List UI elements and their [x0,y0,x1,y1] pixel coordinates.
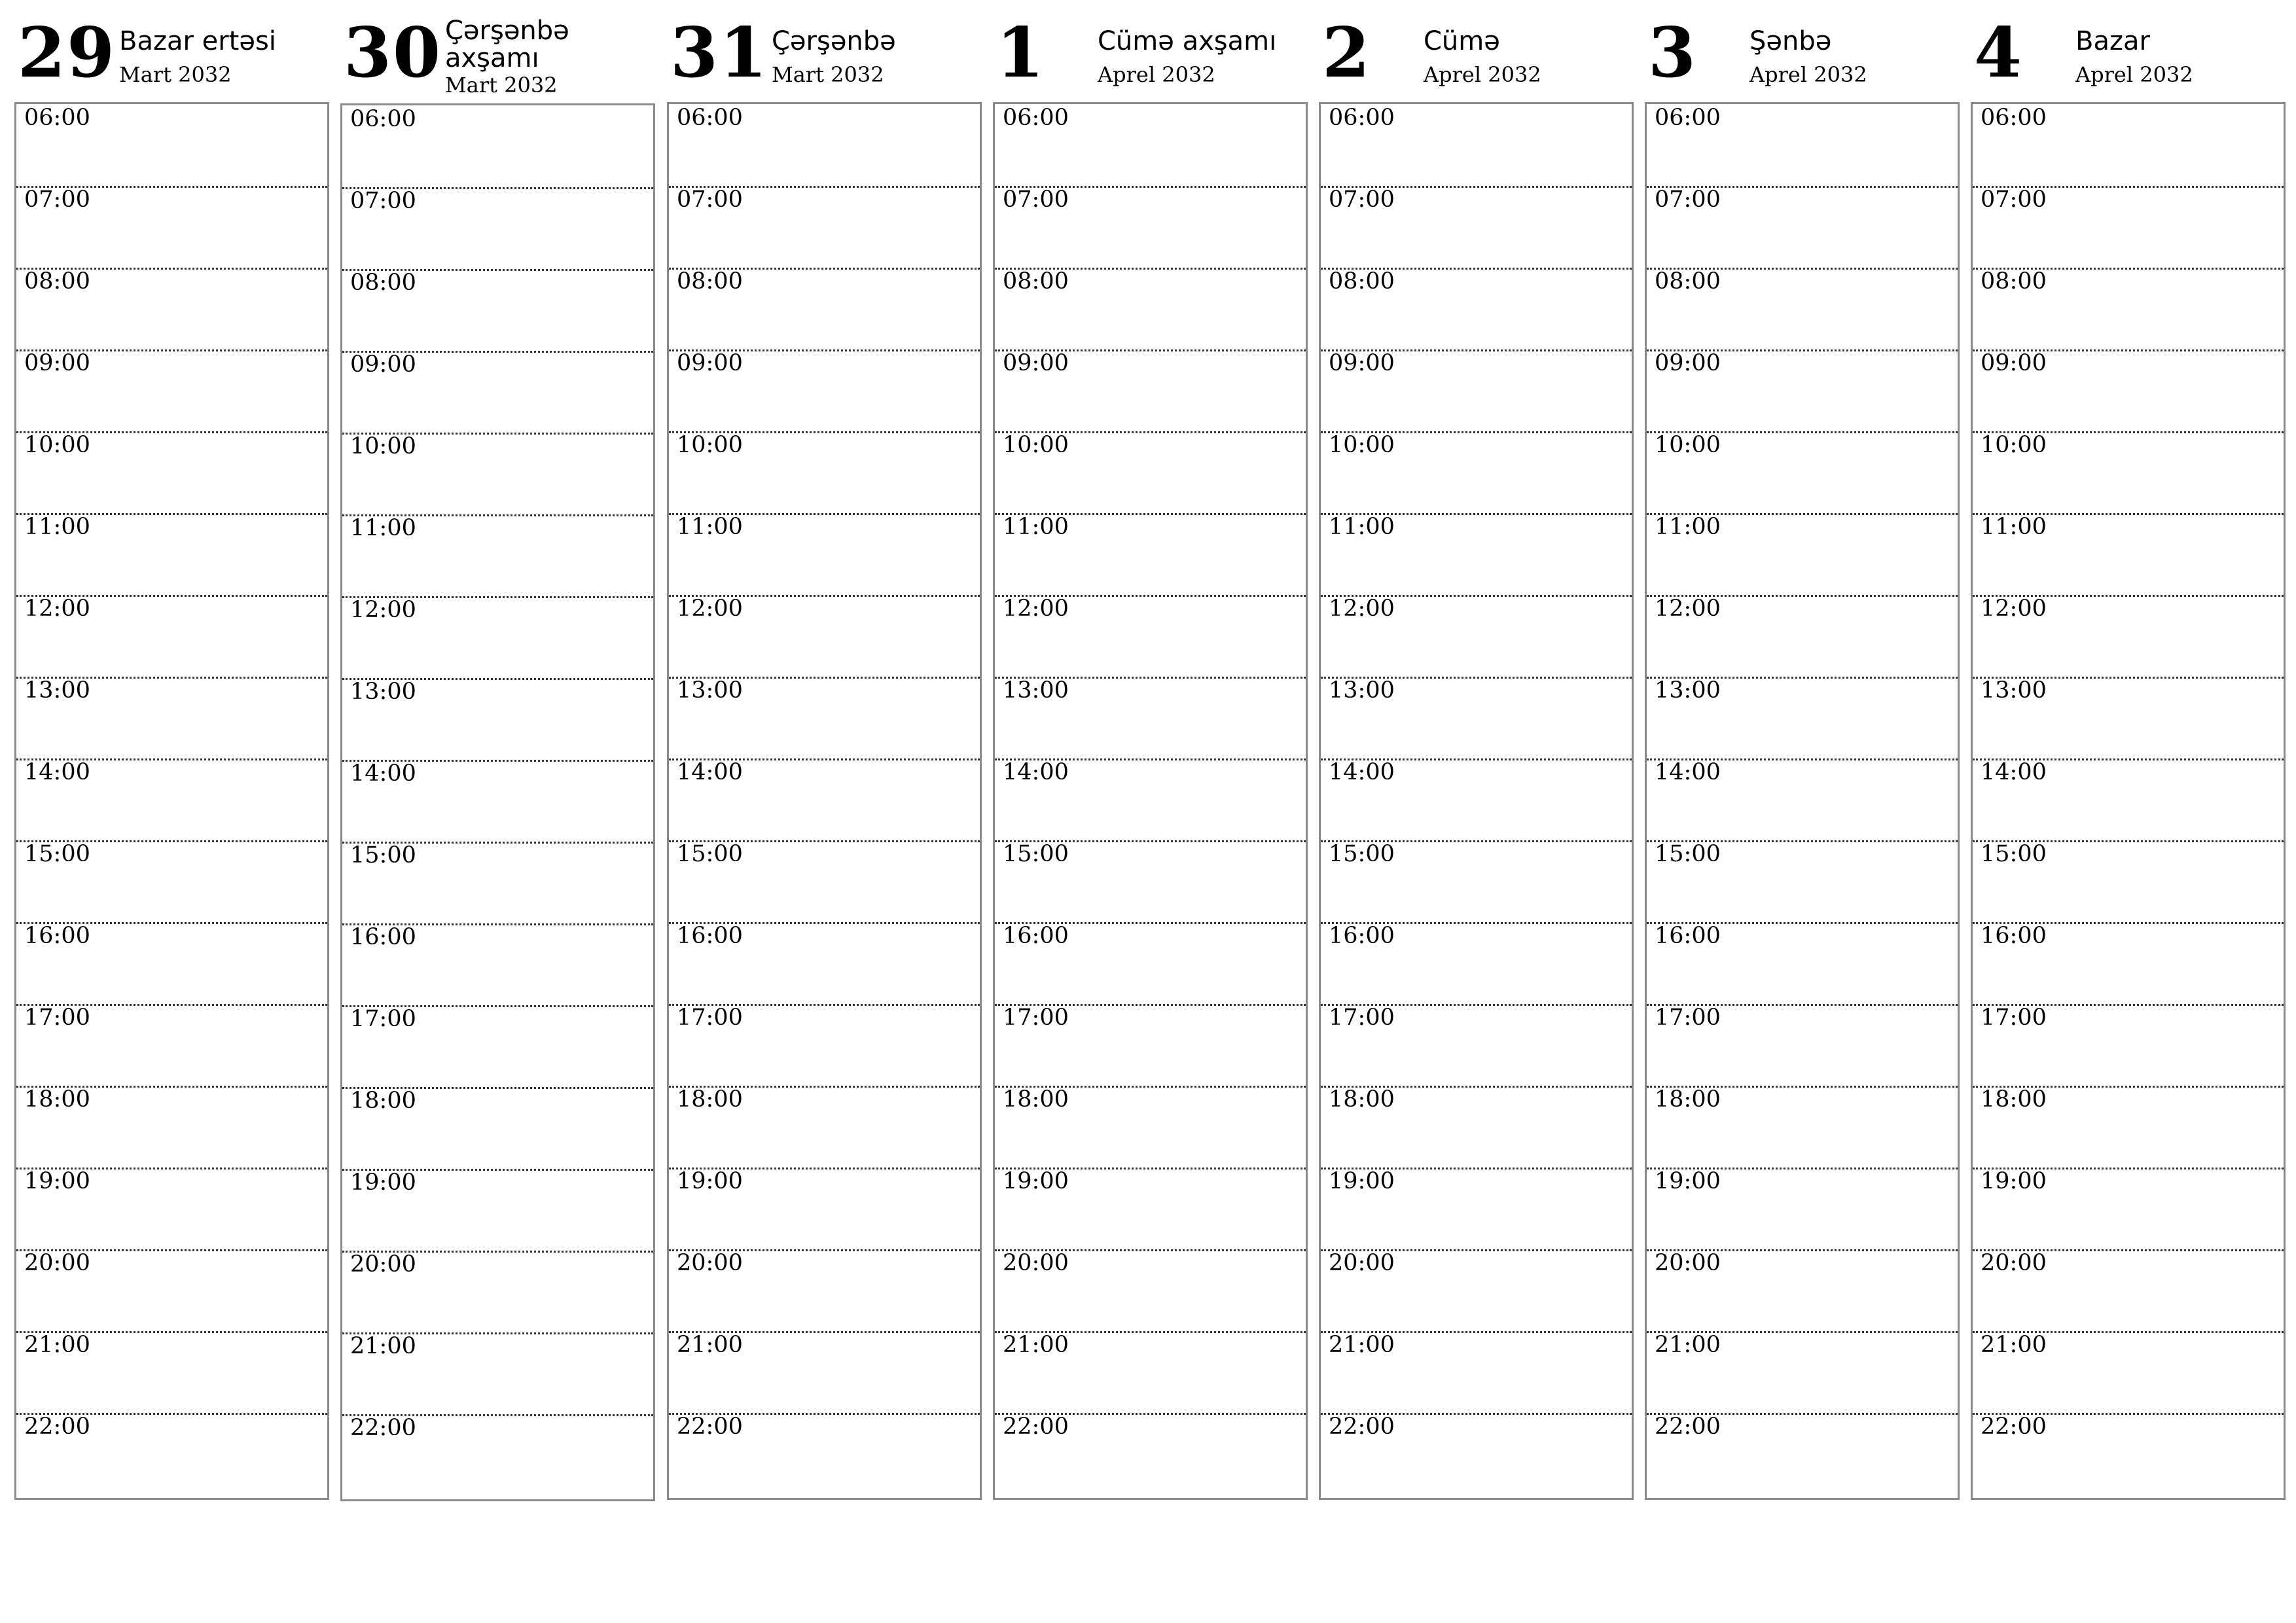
hour-label: 18:00 [24,1086,90,1113]
hour-slot[interactable] [669,1004,980,1086]
hour-label: 20:00 [1003,1250,1069,1276]
hour-slot[interactable] [1973,104,2284,186]
hour-slot[interactable] [1321,513,1632,595]
hour-label: 11:00 [24,514,90,540]
day-number: 3 [1648,12,1698,93]
hour-slot[interactable] [995,758,1306,840]
hour-label: 09:00 [1003,350,1069,376]
hour-slot[interactable] [995,1249,1306,1331]
hour-slot[interactable] [1321,268,1632,349]
hour-label: 22:00 [1003,1414,1069,1440]
hour-slot[interactable] [995,1086,1306,1168]
day-month: Aprel 2032 [2075,62,2193,87]
hour-label: 18:00 [1329,1086,1395,1113]
day-header [1971,0,2284,98]
hour-slot[interactable] [1321,677,1632,758]
hour-label: 12:00 [1655,596,1721,622]
hour-slot[interactable] [669,1331,980,1413]
hour-slot[interactable] [1973,1086,2284,1168]
day-month: Mart 2032 [445,73,558,98]
hour-label: 13:00 [1003,677,1069,704]
hour-label: 11:00 [350,515,416,541]
hour-slot[interactable] [1973,1413,2284,1495]
hour-slot[interactable] [16,677,327,758]
hour-label: 21:00 [677,1332,743,1358]
hour-label: 11:00 [1981,514,2047,540]
day-month: Mart 2032 [772,62,884,87]
hour-slot[interactable] [1647,758,1958,840]
hour-slot[interactable] [1321,1413,1632,1495]
hour-label: 14:00 [350,760,416,787]
hour-label: 11:00 [677,514,743,540]
hour-slot[interactable] [669,758,980,840]
hour-label: 15:00 [1981,841,2047,867]
hour-slot[interactable] [669,677,980,758]
hour-slot[interactable] [669,349,980,431]
hour-slot[interactable] [1321,840,1632,922]
hour-label: 19:00 [350,1169,416,1196]
day-name: Bazar [2075,26,2150,56]
hour-label: 18:00 [350,1088,416,1114]
hour-slot[interactable] [342,1251,653,1332]
hour-label: 20:00 [1329,1250,1395,1276]
hour-label: 21:00 [350,1333,416,1359]
hour-label: 15:00 [1329,841,1395,867]
hour-slot[interactable] [1647,677,1958,758]
hour-label: 14:00 [1655,759,1721,785]
hour-slot[interactable] [1973,268,2284,349]
hour-grid [340,103,655,1501]
hour-label: 16:00 [24,923,90,949]
hour-label: 10:00 [1329,432,1395,458]
hour-label: 14:00 [1003,759,1069,785]
hour-slot[interactable] [995,677,1306,758]
hour-label: 18:00 [677,1086,743,1113]
hour-slot[interactable] [1647,104,1958,186]
hour-label: 09:00 [1981,350,2047,376]
hour-label: 21:00 [1655,1332,1721,1358]
day-number: 4 [1974,12,2024,93]
hour-slot[interactable] [1647,1168,1958,1249]
day-number: 30 [344,12,442,93]
hour-label: 06:00 [24,105,90,131]
hour-label: 21:00 [1329,1332,1395,1358]
hour-slot[interactable] [995,595,1306,677]
hour-slot[interactable] [16,1004,327,1086]
hour-label: 17:00 [350,1006,416,1032]
hour-slot[interactable] [1647,922,1958,1004]
hour-slot[interactable] [16,104,327,186]
day-name: Bazar ertəsi [119,26,276,56]
hour-slot[interactable] [342,596,653,678]
hour-label: 12:00 [1003,596,1069,622]
hour-slot[interactable] [1973,349,2284,431]
hour-slot[interactable] [1321,1249,1632,1331]
hour-slot[interactable] [1321,186,1632,268]
day-name: Çərşənbə axşamı [445,16,569,73]
hour-slot[interactable] [995,1413,1306,1495]
hour-label: 15:00 [1655,841,1721,867]
hour-label: 06:00 [1329,105,1395,131]
hour-slot[interactable] [342,1005,653,1087]
hour-label: 10:00 [1003,432,1069,458]
hour-slot[interactable] [16,595,327,677]
hour-slot[interactable] [342,1087,653,1169]
hour-slot[interactable] [1321,1168,1632,1249]
hour-slot[interactable] [342,842,653,923]
hour-label: 21:00 [1003,1332,1069,1358]
hour-label: 11:00 [1655,514,1721,540]
hour-label: 08:00 [1329,268,1395,294]
hour-label: 06:00 [1003,105,1069,131]
hour-slot[interactable] [669,595,980,677]
hour-slot[interactable] [1321,349,1632,431]
hour-label: 21:00 [1981,1332,2047,1358]
hour-slot[interactable] [16,349,327,431]
hour-slot[interactable] [669,104,980,186]
hour-label: 09:00 [677,350,743,376]
hour-label: 06:00 [677,105,743,131]
hour-slot[interactable] [1321,922,1632,1004]
hour-label: 17:00 [1655,1005,1721,1031]
hour-slot[interactable] [669,268,980,349]
hour-slot[interactable] [16,1086,327,1168]
hour-label: 08:00 [1003,268,1069,294]
hour-slot[interactable] [342,760,653,842]
hour-slot[interactable] [669,431,980,513]
hour-slot[interactable] [1973,1331,2284,1413]
hour-grid [667,102,982,1500]
hour-label: 06:00 [1655,105,1721,131]
hour-slot[interactable] [995,1168,1306,1249]
hour-label: 07:00 [1981,187,2047,213]
day-month: Mart 2032 [119,62,232,87]
hour-label: 06:00 [1981,105,2047,131]
hour-label: 17:00 [677,1005,743,1031]
hour-label: 08:00 [24,268,90,294]
hour-label: 07:00 [350,188,416,214]
hour-slot[interactable] [1647,1413,1958,1495]
hour-label: 08:00 [350,270,416,296]
day-number: 1 [996,12,1046,93]
hour-grid [14,102,329,1500]
hour-label: 12:00 [350,597,416,623]
hour-slot[interactable] [342,514,653,596]
hour-label: 17:00 [24,1005,90,1031]
hour-grid [1971,102,2286,1500]
hour-label: 20:00 [1981,1250,2047,1276]
hour-slot[interactable] [669,1249,980,1331]
hour-label: 20:00 [350,1251,416,1277]
hour-label: 08:00 [677,268,743,294]
hour-label: 15:00 [24,841,90,867]
hour-label: 07:00 [1329,187,1395,213]
hour-label: 22:00 [677,1414,743,1440]
hour-slot[interactable] [1321,104,1632,186]
hour-label: 12:00 [677,596,743,622]
hour-grid [1645,102,1960,1500]
hour-label: 13:00 [350,679,416,705]
hour-label: 22:00 [24,1414,90,1440]
hour-label: 22:00 [1329,1414,1395,1440]
hour-label: 19:00 [1981,1168,2047,1194]
hour-slot[interactable] [995,268,1306,349]
hour-label: 12:00 [24,596,90,622]
day-header [667,0,980,98]
hour-slot[interactable] [342,187,653,269]
hour-label: 19:00 [24,1168,90,1194]
hour-label: 17:00 [1329,1005,1395,1031]
hour-label: 14:00 [1981,759,2047,785]
hour-label: 19:00 [1329,1168,1395,1194]
day-name: Şənbə [1749,26,1832,56]
hour-label: 07:00 [1003,187,1069,213]
hour-slot[interactable] [995,1331,1306,1413]
hour-slot[interactable] [1647,1086,1958,1168]
hour-label: 16:00 [1329,923,1395,949]
hour-slot[interactable] [995,186,1306,268]
day-month: Aprel 2032 [1098,62,1215,87]
hour-label: 09:00 [1329,350,1395,376]
hour-label: 15:00 [350,842,416,868]
hour-label: 11:00 [1003,514,1069,540]
hour-slot[interactable] [669,186,980,268]
hour-slot[interactable] [995,513,1306,595]
day-month: Aprel 2032 [1749,62,1867,87]
hour-slot[interactable] [1647,1249,1958,1331]
hour-slot[interactable] [1321,1331,1632,1413]
hour-label: 14:00 [1329,759,1395,785]
hour-label: 13:00 [1655,677,1721,704]
day-number: 29 [18,12,117,93]
hour-label: 18:00 [1655,1086,1721,1113]
hour-slot[interactable] [1647,1004,1958,1086]
hour-label: 18:00 [1003,1086,1069,1113]
hour-slot[interactable] [669,1413,980,1495]
hour-slot[interactable] [1647,595,1958,677]
hour-label: 13:00 [677,677,743,704]
hour-slot[interactable] [1647,268,1958,349]
hour-slot[interactable] [1647,840,1958,922]
hour-label: 10:00 [1981,432,2047,458]
hour-slot[interactable] [1321,431,1632,513]
day-header [1645,0,1958,98]
day-header [340,0,654,98]
hour-slot[interactable] [342,923,653,1005]
day-name: Cümə axşamı [1098,26,1277,56]
hour-slot[interactable] [342,351,653,433]
hour-label: 07:00 [677,187,743,213]
hour-slot[interactable] [1973,186,2284,268]
hour-slot[interactable] [16,1168,327,1249]
hour-slot[interactable] [669,513,980,595]
hour-slot[interactable] [342,433,653,514]
hour-slot[interactable] [995,431,1306,513]
hour-label: 09:00 [1655,350,1721,376]
hour-slot[interactable] [1647,1331,1958,1413]
hour-slot[interactable] [342,1169,653,1251]
hour-label: 12:00 [1329,596,1395,622]
hour-label: 06:00 [350,106,416,132]
hour-label: 10:00 [1655,432,1721,458]
hour-slot[interactable] [1973,1004,2284,1086]
hour-slot[interactable] [995,349,1306,431]
hour-slot[interactable] [1973,922,2284,1004]
hour-slot[interactable] [669,922,980,1004]
day-header [1319,0,1632,98]
hour-label: 07:00 [1655,187,1721,213]
hour-label: 16:00 [1655,923,1721,949]
hour-label: 16:00 [1003,923,1069,949]
hour-grid [993,102,1308,1500]
hour-label: 17:00 [1981,1005,2047,1031]
hour-label: 20:00 [677,1250,743,1276]
hour-slot[interactable] [995,1004,1306,1086]
hour-slot[interactable] [16,186,327,268]
hour-label: 14:00 [677,759,743,785]
day-month: Aprel 2032 [1424,62,1541,87]
hour-label: 16:00 [1981,923,2047,949]
day-number: 2 [1322,12,1372,93]
hour-slot[interactable] [1647,431,1958,513]
hour-label: 10:00 [24,432,90,458]
hour-slot[interactable] [342,678,653,760]
hour-slot[interactable] [995,840,1306,922]
hour-slot[interactable] [1973,595,2284,677]
hour-label: 16:00 [350,924,416,950]
hour-slot[interactable] [1973,1249,2284,1331]
hour-slot[interactable] [1321,1004,1632,1086]
hour-slot[interactable] [1647,349,1958,431]
hour-slot[interactable] [16,1413,327,1495]
hour-label: 19:00 [1003,1168,1069,1194]
hour-label: 20:00 [24,1250,90,1276]
hour-label: 18:00 [1981,1086,2047,1113]
hour-label: 22:00 [1981,1414,2047,1440]
day-header [993,0,1306,98]
hour-label: 15:00 [1003,841,1069,867]
hour-slot[interactable] [1321,595,1632,677]
hour-slot[interactable] [669,1168,980,1249]
hour-label: 17:00 [1003,1005,1069,1031]
hour-slot[interactable] [16,758,327,840]
hour-label: 16:00 [677,923,743,949]
hour-grid [1319,102,1634,1500]
hour-slot[interactable] [16,268,327,349]
hour-slot[interactable] [342,1332,653,1414]
hour-label: 19:00 [1655,1168,1721,1194]
hour-label: 12:00 [1981,596,2047,622]
hour-slot[interactable] [16,840,327,922]
hour-label: 07:00 [24,187,90,213]
hour-label: 14:00 [24,759,90,785]
hour-label: 10:00 [350,433,416,459]
hour-slot[interactable] [1973,677,2284,758]
hour-slot[interactable] [1973,758,2284,840]
hour-label: 09:00 [24,350,90,376]
hour-slot[interactable] [16,922,327,1004]
hour-slot[interactable] [16,513,327,595]
hour-slot[interactable] [1973,513,2284,595]
hour-slot[interactable] [1973,840,2284,922]
day-name: Cümə [1424,26,1500,56]
hour-label: 15:00 [677,841,743,867]
hour-label: 08:00 [1655,268,1721,294]
hour-label: 22:00 [1655,1414,1721,1440]
hour-slot[interactable] [1321,1086,1632,1168]
hour-slot[interactable] [16,1249,327,1331]
hour-label: 19:00 [677,1168,743,1194]
hour-slot[interactable] [995,922,1306,1004]
hour-slot[interactable] [669,840,980,922]
hour-slot[interactable] [16,431,327,513]
hour-label: 20:00 [1655,1250,1721,1276]
hour-slot[interactable] [1647,513,1958,595]
hour-label: 21:00 [24,1332,90,1358]
hour-label: 11:00 [1329,514,1395,540]
hour-label: 09:00 [350,351,416,378]
day-name: Çərşənbə [772,26,896,56]
hour-label: 22:00 [350,1415,416,1441]
hour-slot[interactable] [1973,1168,2284,1249]
hour-slot[interactable] [342,269,653,351]
hour-slot[interactable] [995,104,1306,186]
hour-slot[interactable] [16,1331,327,1413]
hour-slot[interactable] [342,1414,653,1496]
hour-slot[interactable] [669,1086,980,1168]
hour-label: 13:00 [1329,677,1395,704]
hour-slot[interactable] [1647,186,1958,268]
hour-label: 10:00 [677,432,743,458]
day-header [14,0,328,98]
day-number: 31 [670,12,769,93]
hour-label: 13:00 [24,677,90,704]
hour-slot[interactable] [1973,431,2284,513]
hour-label: 08:00 [1981,268,2047,294]
hour-slot[interactable] [1321,758,1632,840]
hour-slot[interactable] [342,105,653,187]
hour-label: 13:00 [1981,677,2047,704]
